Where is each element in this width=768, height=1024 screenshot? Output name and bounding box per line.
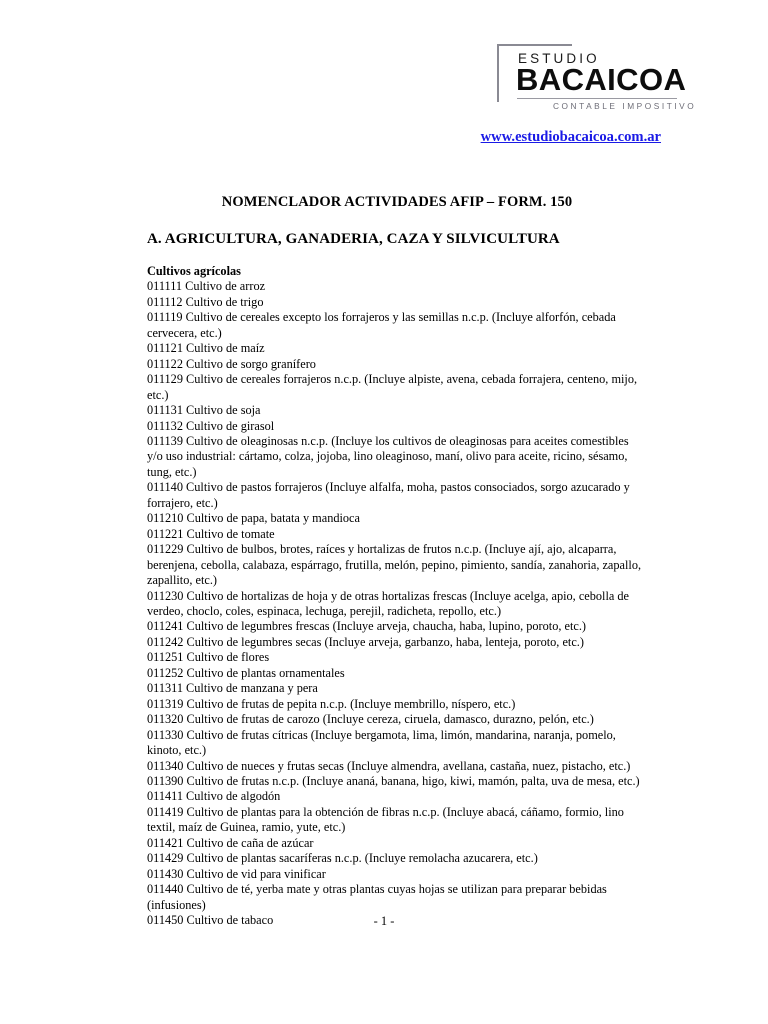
activity-entry: 011229 Cultivo de bulbos, brotes, raíces y hortalizas de frutos n.c.p. (Incluye ají, ajo, alcaparra, berenjena, cebolla, calabaza, espárrago, frutilla, melón, pepino, pimiento, sandía, zanahoria, zapallo, zapallito, etc.) [147, 542, 642, 588]
activity-entry: 011140 Cultivo de pastos forrajeros (Incluye alfalfa, moha, pastos consociados, sorgo azucarado y forrajero, etc.) [147, 480, 630, 510]
activity-entry: 011320 Cultivo de frutas de carozo (Incluye cereza, ciruela, damasco, durazno, pelón, etc.) [147, 712, 594, 727]
website-url-link[interactable]: www.estudiobacaicoa.com.ar [480, 129, 661, 145]
activity-entry: 011421 Cultivo de caña de azúcar [147, 835, 314, 850]
activity-entry: 011390 Cultivo de frutas n.c.p. (Incluye ananá, banana, higo, kiwi, mamón, palta, uva de mesa, etc.) [147, 773, 640, 788]
company-logo [497, 40, 697, 118]
activity-entry: 011311 Cultivo de manzana y pera [147, 681, 318, 696]
page-number-footer: - 1 - [373, 914, 395, 928]
activity-entry: 011340 Cultivo de nueces y frutas secas (Incluye almendra, avellana, castaña, nuez, pistacho, etc.) [147, 758, 631, 773]
activity-entry: 011112 Cultivo de trigo [147, 294, 264, 309]
subsection-heading: Cultivos agrícolas [147, 264, 241, 278]
activity-entry: 011251 Cultivo de flores [147, 650, 270, 665]
logo-bracket-horizontal-icon [497, 44, 572, 46]
activity-entry: 011252 Cultivo de plantas ornamentales [147, 665, 345, 680]
page-title: NOMENCLADOR ACTIVIDADES AFIP – FORM. 150 [221, 194, 573, 210]
activity-entry: 011440 Cultivo de té, yerba mate y otras plantas cuyas hojas se utilizan para preparar bebidas (infusiones) [147, 882, 607, 912]
section-heading: A. AGRICULTURA, GANADERIA, CAZA Y SILVICULTURA [147, 231, 560, 247]
website-url-container [0, 128, 661, 146]
activity-entry: 011330 Cultivo de frutas cítricas (Incluye bergamota, lima, limón, mandarina, naranja, pomelo, kinoto, etc.) [147, 727, 616, 758]
logo-tagline: CONTABLE IMPOSITIVO [553, 101, 697, 111]
activity-entry: 011122 Cultivo de sorgo granífero [147, 356, 316, 371]
activity-entry: 011131 Cultivo de soja [147, 403, 261, 418]
activity-entry: 011139 Cultivo de oleaginosas n.c.p. (Incluye los cultivos de oleaginosas para aceites comestibles y/o uso industrial: cártamo, colza, jojoba, lino oleaginoso, maní, olivo para aceite, ricino, sésamo, tung, etc.) [147, 433, 629, 479]
activity-entry: 011221 Cultivo de tomate [147, 526, 275, 541]
activity-entry: 011230 Cultivo de hortalizas de hoja y de otras hortalizas frescas (Incluye acelga, apio, cebolla de verdeo, choclo, coles, espinaca, lechuga, perejil, radicheta, repollo, etc.) [147, 588, 630, 618]
activity-entry: 011429 Cultivo de plantas sacaríferas n.c.p. (Incluye remolacha azucarera, etc.) [147, 851, 538, 866]
activity-entry: 011242 Cultivo de legumbres secas (Incluye arveja, garbanzo, haba, lenteja, poroto, etc.) [147, 634, 584, 649]
activity-entry: 011430 Cultivo de vid para vinificar [147, 866, 326, 881]
activity-entry: 011241 Cultivo de legumbres frescas (Incluye arveja, chaucha, haba, lupino, poroto, etc.) [147, 619, 587, 634]
logo-divider-rule [517, 98, 677, 99]
activity-entry: 011129 Cultivo de cereales forrajeros n.c.p. (Incluye alpiste, avena, cebada forrajera, centeno, mijo, etc.) [147, 372, 638, 402]
activity-entry: 011111 Cultivo de arroz [147, 279, 266, 294]
activity-entry: 011419 Cultivo de plantas para la obtención de fibras n.c.p. (Incluye abacá, cáñamo, formio, lino textil, maíz de Guinea, ramio, yute, etc.) [147, 804, 624, 835]
logo-word-estudio: ESTUDIO [518, 51, 600, 66]
logo-word-bacaicoa: BACAICOA [516, 62, 687, 97]
activity-entry: 011450 Cultivo de tabaco [147, 913, 274, 928]
activity-entry: 011132 Cultivo de girasol [147, 418, 275, 433]
document-body [147, 264, 647, 928]
activity-entry-list [147, 279, 647, 928]
logo-bracket-vertical-icon [497, 44, 499, 102]
activity-entry: 011319 Cultivo de frutas de pepita n.c.p. (Incluye membrillo, níspero, etc.) [147, 696, 516, 711]
activity-entry: 011121 Cultivo de maíz [147, 341, 265, 356]
activity-entry: 011119 Cultivo de cereales excepto los forrajeros y las semillas n.c.p. (Incluye alforfón, cebada cervecera, etc.) [147, 310, 616, 340]
activity-entry: 011210 Cultivo de papa, batata y mandioca [147, 511, 360, 526]
activity-entry: 011411 Cultivo de algodón [147, 789, 281, 804]
